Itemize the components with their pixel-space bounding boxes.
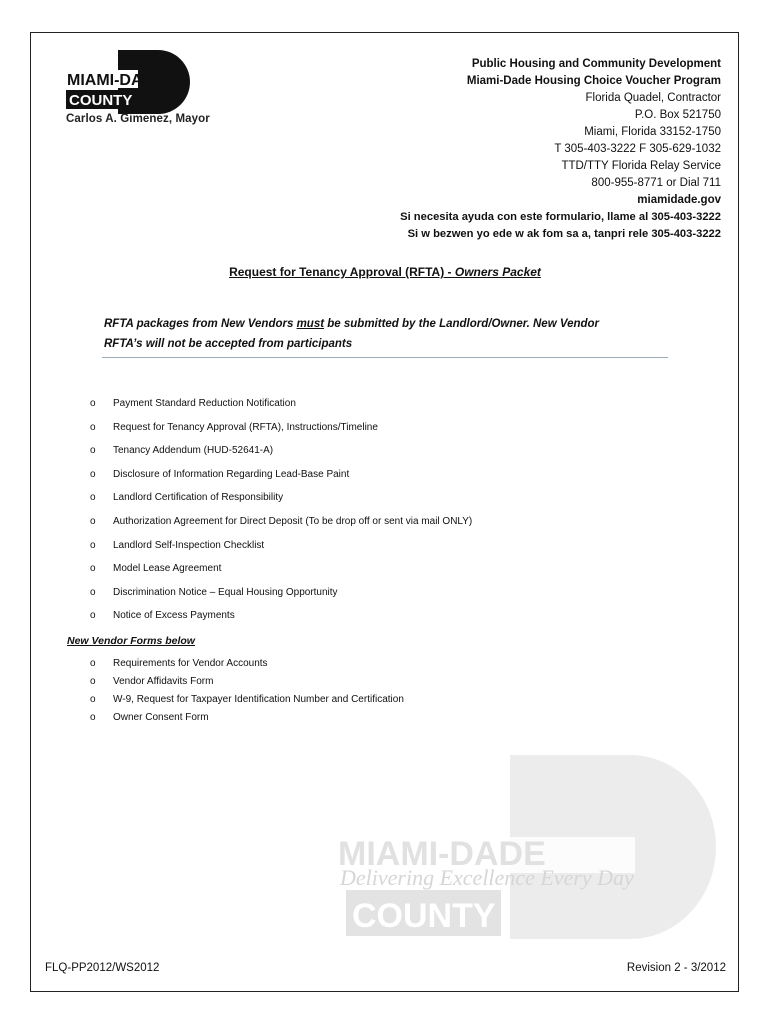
bullet-icon: o bbox=[90, 712, 96, 723]
list-item: o Authorization Agreement for Direct Deposit (To be drop off or sent via mail ONLY) bbox=[90, 515, 473, 527]
list-item: o Disclosure of Information Regarding Lead-Base Paint bbox=[90, 468, 350, 480]
revision: Revision 2 - 3/2012 bbox=[626, 962, 726, 974]
creole-help: Si w bezwen yo ede w ak fom sa a, tanpri rele 305-403-3222 bbox=[407, 228, 721, 240]
bullet-icon: o bbox=[90, 676, 96, 687]
phone: T 305-403-3222 F 305-629-1032 bbox=[554, 143, 721, 155]
list-item: o W-9, Request for Taxpayer Identification Number and Certification bbox=[90, 694, 404, 705]
website: miamidade.gov bbox=[637, 194, 721, 206]
bullet-icon: o bbox=[90, 610, 96, 622]
title-italic: Owners Packet bbox=[454, 265, 541, 279]
list-item: o Tenancy Addendum (HUD-52641-A) bbox=[90, 445, 274, 457]
relay-service: TTD/TTY Florida Relay Service bbox=[561, 160, 721, 172]
bullet-icon: o bbox=[90, 539, 96, 551]
notice-part1: RFTA packages from New Vendors bbox=[104, 318, 297, 330]
packet-items-list bbox=[90, 398, 472, 634]
contractor: Florida Quadel, Contractor bbox=[585, 92, 721, 104]
notice-part2: be submitted by the Landlord/Owner. New Vendor bbox=[324, 318, 600, 330]
city: Miami, Florida 33152-1750 bbox=[584, 126, 721, 138]
document-title bbox=[0, 265, 770, 279]
bullet-icon: o bbox=[90, 694, 96, 705]
list-item: o Request for Tenancy Approval (RFTA), Instructions/Timeline bbox=[90, 421, 378, 433]
bullet-icon: o bbox=[90, 468, 96, 480]
list-item: o Requirements for Vendor Accounts bbox=[90, 658, 268, 669]
bullet-icon: o bbox=[90, 421, 96, 433]
vendor-notice bbox=[104, 314, 644, 354]
bullet-icon: o bbox=[90, 445, 96, 457]
divider bbox=[102, 357, 668, 358]
list-item: o Payment Standard Reduction Notification bbox=[90, 398, 296, 409]
list-item: o Discrimination Notice – Equal Housing Opportunity bbox=[90, 586, 338, 598]
miami-dade-logo bbox=[66, 50, 191, 114]
list-item: o Owner Consent Form bbox=[90, 712, 209, 723]
list-item: o Vendor Affidavits Form bbox=[90, 676, 214, 687]
vendor-items-list bbox=[90, 658, 404, 730]
watermark-line1: MIAMI-DADE bbox=[338, 835, 546, 873]
mayor-name: Carlos A. Gimenez, Mayor bbox=[66, 113, 210, 125]
logo-line1: MIAMI-DADE bbox=[67, 72, 165, 89]
program-name: Miami-Dade Housing Choice Voucher Program bbox=[466, 75, 721, 87]
list-item: o Landlord Certification of Responsibility bbox=[90, 492, 284, 504]
list-item: o Landlord Self-Inspection Checklist bbox=[90, 539, 265, 551]
bullet-icon: o bbox=[90, 658, 96, 669]
spanish-help: Si necesita ayuda con este formulario, llame al 305-403-3222 bbox=[400, 211, 721, 223]
title-main: Request for Tenancy Approval (RFTA) - bbox=[229, 265, 455, 279]
notice-must: must bbox=[296, 318, 325, 330]
bullet-icon: o bbox=[90, 563, 96, 575]
bullet-icon: o bbox=[90, 586, 96, 598]
list-item: o Model Lease Agreement bbox=[90, 563, 222, 575]
bullet-icon: o bbox=[90, 492, 96, 504]
list-item: o Notice of Excess Payments bbox=[90, 610, 235, 622]
watermark-line2: COUNTY bbox=[352, 897, 496, 935]
vendor-forms-heading: New Vendor Forms below bbox=[67, 635, 195, 647]
org-name: Public Housing and Community Development bbox=[471, 58, 721, 70]
form-code: FLQ-PP2012/WS2012 bbox=[45, 962, 160, 974]
po-box: P.O. Box 521750 bbox=[634, 109, 721, 121]
notice-line2: RFTA’s will not be accepted from participants bbox=[104, 338, 353, 350]
county-watermark bbox=[330, 755, 716, 939]
relay-phone: 800-955-8771 or Dial 711 bbox=[591, 177, 721, 189]
bullet-icon: o bbox=[90, 398, 96, 409]
watermark-tagline: Delivering Excellence Every Day bbox=[340, 865, 634, 890]
bullet-icon: o bbox=[90, 515, 96, 527]
contact-header bbox=[400, 56, 721, 243]
logo-line2: COUNTY bbox=[69, 92, 133, 109]
